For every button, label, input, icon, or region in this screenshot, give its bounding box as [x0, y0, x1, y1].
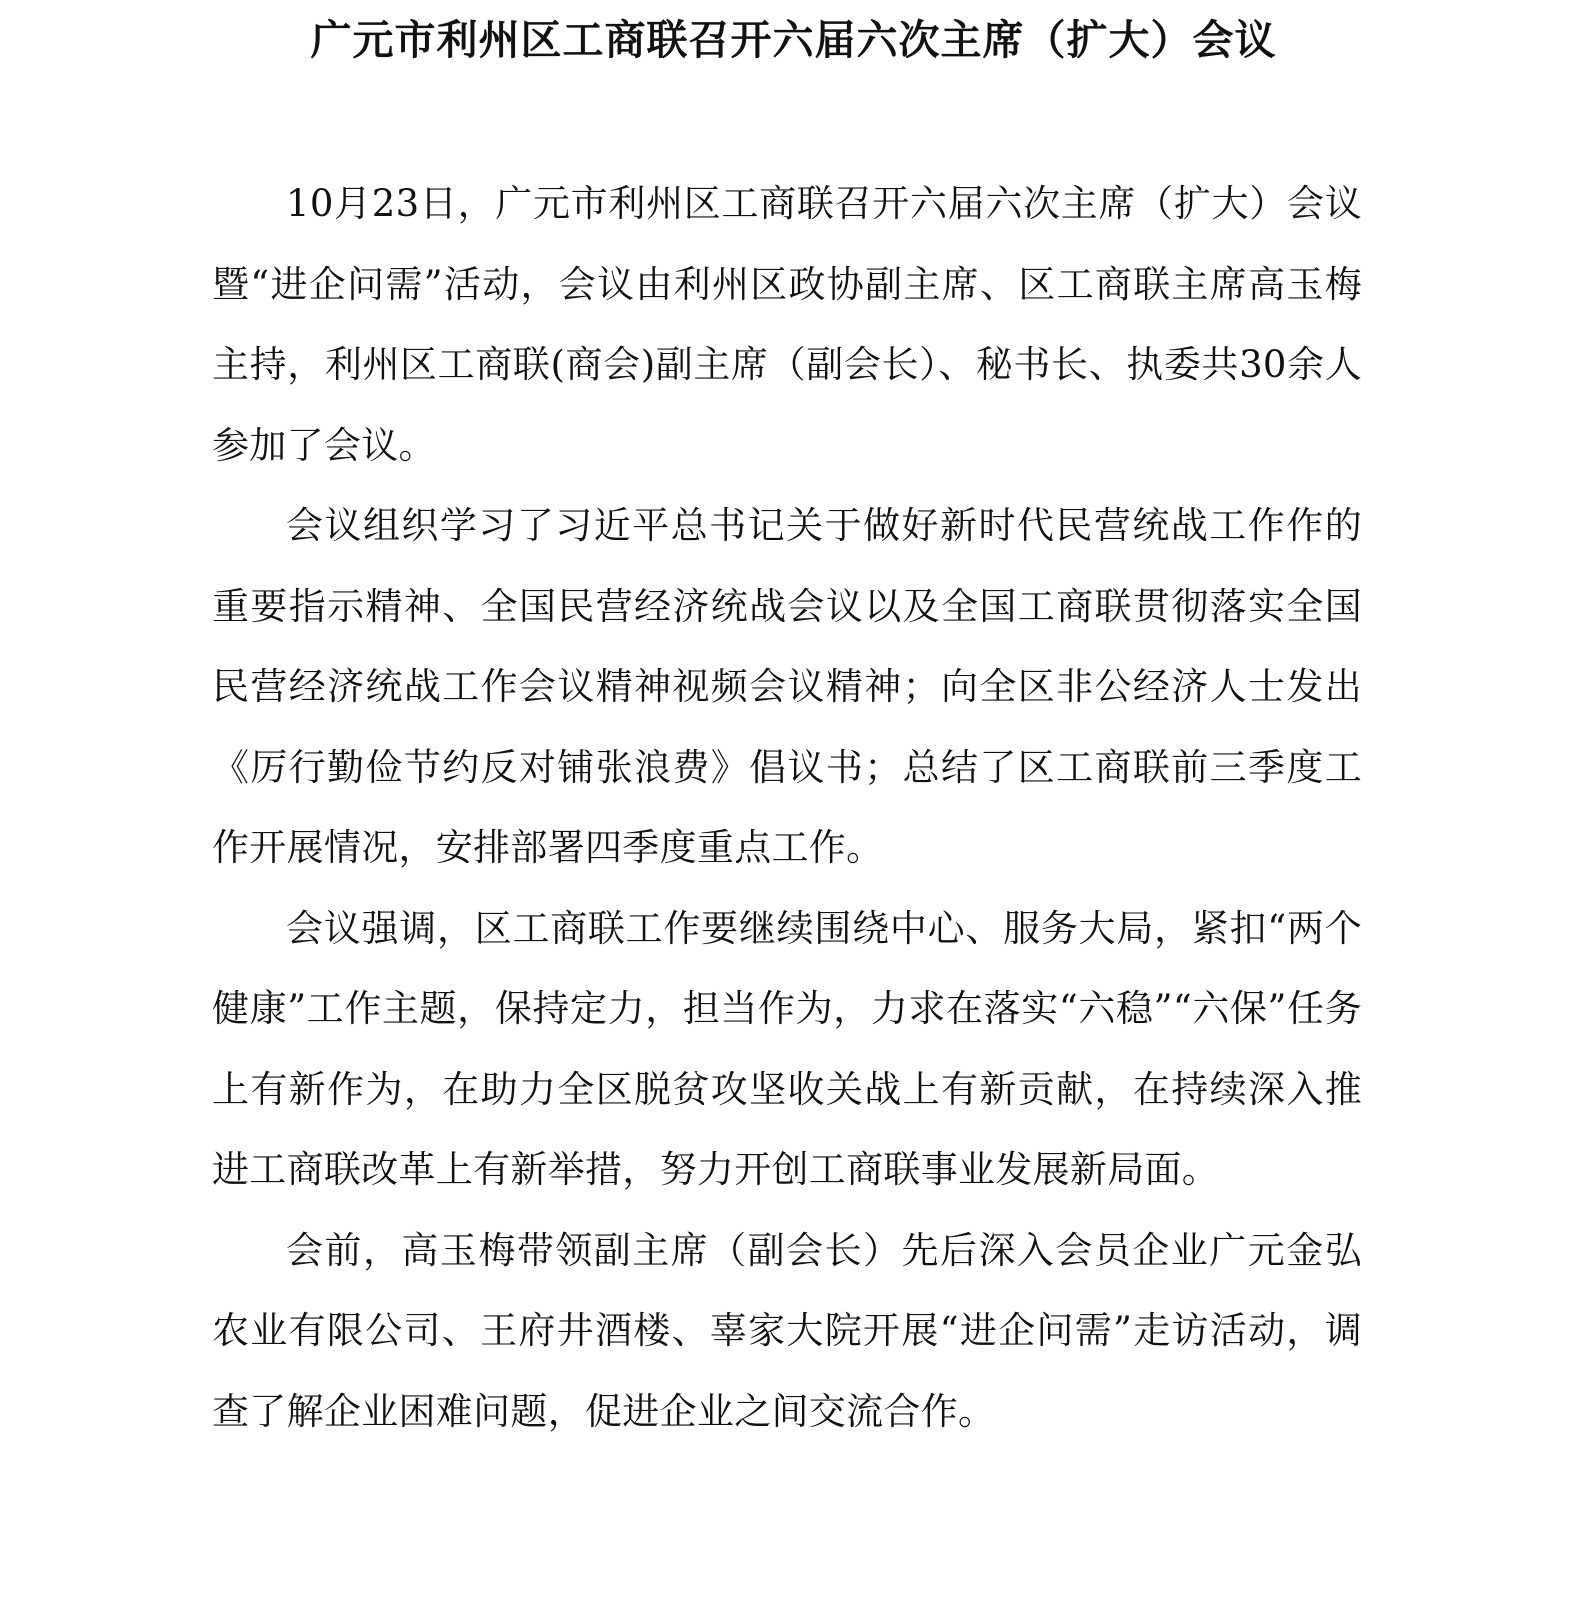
paragraph-study-content: 会议组织学习了习近平总书记关于做好新时代民营统战工作作的重要指示精神、全国民营经济统战会议以及全国工商联贯彻落实全国民营经济统战工作会议精神视频会议精神；向全区非公经济人士发出《厉行勤俭节约反对铺张浪费》倡议书；总结了区工商联前三季度工作开展情况，安排部署四季度重点工作。	[212, 504, 1362, 869]
paragraph-meeting-overview: 10月23日，广元市利州区工商联召开六届六次主席（扩大）会议暨“进企问需”活动，会议由利州区政协副主席、区工商联主席高玉梅主持，利州区工商联(商会)副主席（副会长）、秘书长、执委共30余人参加了会议。	[212, 182, 1362, 467]
document-body	[212, 164, 1362, 1452]
document-title: 广元市利州区工商联召开六届六次主席（扩大）会议	[310, 16, 1277, 64]
paragraph-meeting-emphasis: 会议强调，区工商联工作要继续围绕中心、服务大局，紧扣“两个健康”工作主题，保持定力，担当作为，力求在落实“六稳”“六保”任务上有新作为，在助力全区脱贫攻坚收关战上有新贡献，在持续深入推进工商联改革上有新举措，努力开创工商联事业发展新局面。	[212, 906, 1362, 1191]
paragraph-enterprise-visits: 会前，高玉梅带领副主席（副会长）先后深入会员企业广元金弘农业有限公司、王府井酒楼、辜家大院开展“进企问需”走访活动，调查了解企业困难问题，促进企业之间交流合作。	[212, 1228, 1362, 1433]
